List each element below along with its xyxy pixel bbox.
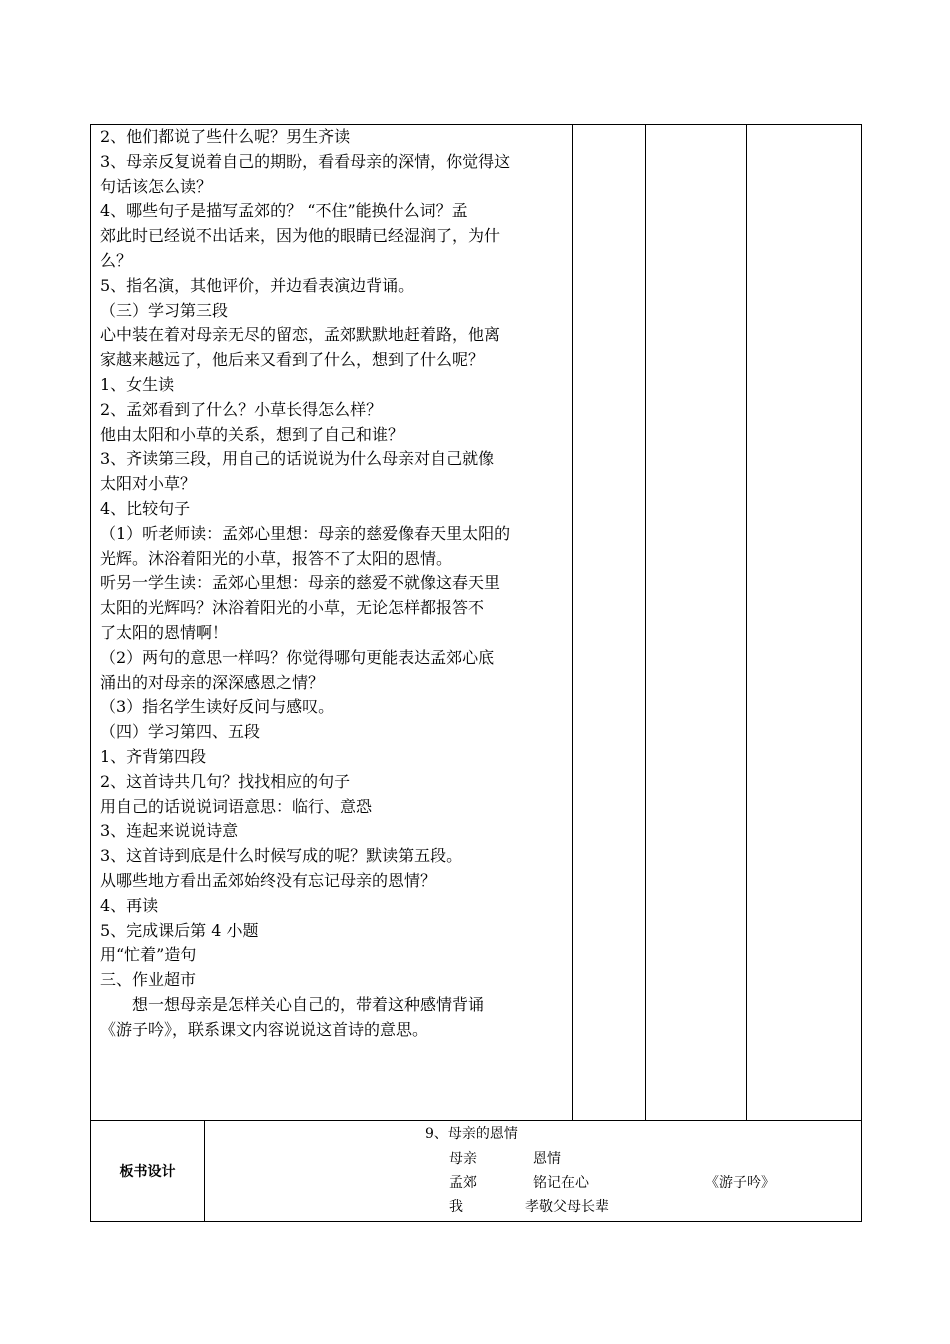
lesson-line: 3、连起来说说诗意 bbox=[100, 821, 239, 841]
board-row3-right: 孝敬父母长辈 bbox=[525, 1199, 609, 1215]
lesson-line: 用“忙着”造句 bbox=[100, 945, 197, 965]
board-design-content bbox=[205, 1121, 862, 1222]
lesson-line: 光辉。沐浴着阳光的小草，报答不了太阳的恩情。 bbox=[100, 548, 453, 568]
empty-column-cell bbox=[747, 125, 862, 1121]
lesson-line: 三、作业超市 bbox=[100, 970, 197, 990]
lesson-line: 了太阳的恩情啊！ bbox=[100, 622, 229, 642]
lesson-line: 涌出的对母亲的深深感恩之情？ bbox=[100, 672, 325, 692]
board-design-label: 板书设计 bbox=[91, 1121, 205, 1222]
board-row2-far: 《游子吟》 bbox=[705, 1175, 775, 1191]
board-title: 9、母亲的恩情 bbox=[425, 1126, 518, 1142]
lesson-line: （四）学习第四、五段 bbox=[100, 722, 261, 742]
lesson-line: 2、孟郊看到了什么？小草长得怎么样？ bbox=[100, 399, 383, 419]
lesson-line: 从哪些地方看出孟郊始终没有忘记母亲的恩情？ bbox=[100, 870, 437, 890]
board-row2-left: 孟郊 bbox=[449, 1175, 477, 1191]
lesson-line: 心中装在着对母亲无尽的留恋，孟郊默默地赶着路，他离 bbox=[100, 325, 501, 345]
lesson-line: 3、齐读第三段，用自己的话说说为什么母亲对自己就像 bbox=[100, 449, 495, 469]
board-row1-left: 母亲 bbox=[449, 1151, 477, 1167]
lesson-line: 3、这首诗到底是什么时候写成的呢？默读第五段。 bbox=[100, 846, 463, 866]
empty-column-cell bbox=[573, 125, 646, 1121]
board-design-row bbox=[91, 1121, 862, 1222]
board-row2-right: 铭记在心 bbox=[533, 1175, 589, 1191]
lesson-line: （2）两句的意思一样吗？你觉得哪句更能表达孟郊心底 bbox=[100, 647, 495, 667]
lesson-line: 5、完成课后第 4 小题 bbox=[100, 920, 259, 940]
board-row1-right: 恩情 bbox=[533, 1151, 561, 1167]
lesson-line: 4、比较句子 bbox=[100, 498, 191, 518]
homework-line: 《游子吟》，联系课文内容说说这首诗的意思。 bbox=[100, 1019, 429, 1039]
lesson-line: 家越来越远了，他后来又看到了什么，想到了什么呢？ bbox=[100, 350, 485, 370]
lesson-line: 5、指名演，其他评价，并边看表演边背诵。 bbox=[100, 275, 415, 295]
lesson-line: 3、母亲反复说着自己的期盼，看看母亲的深情，你觉得这 bbox=[100, 151, 511, 171]
lesson-line: 他由太阳和小草的关系，想到了自己和谁？ bbox=[100, 424, 405, 444]
homework-line: 想一想母亲是怎样关心自己的，带着这种感情背诵 bbox=[132, 994, 485, 1014]
lesson-line: 么？ bbox=[100, 250, 133, 270]
lesson-line: 4、哪些句子是描写孟郊的？ “不住”能换什么词？孟 bbox=[100, 201, 468, 221]
lesson-line: 1、女生读 bbox=[100, 374, 175, 394]
lesson-line: 太阳对小草？ bbox=[100, 474, 197, 494]
lesson-line: 听另一学生读：孟郊心里想：母亲的慈爱不就像这春天里 bbox=[100, 573, 501, 593]
lesson-plan-table bbox=[90, 124, 862, 1222]
teaching-process-row bbox=[91, 125, 862, 1121]
lesson-line: 2、这首诗共几句？找找相应的句子 bbox=[100, 771, 351, 791]
lesson-line: 郊此时已经说不出话来，因为他的眼睛已经湿润了，为什 bbox=[100, 226, 501, 246]
lesson-line: 2、他们都说了些什么呢？男生齐读 bbox=[100, 127, 351, 146]
lesson-line: 用自己的话说说词语意思：临行、意恐 bbox=[100, 796, 373, 816]
empty-column-cell bbox=[646, 125, 747, 1121]
lesson-line: 1、齐背第四段 bbox=[100, 746, 207, 766]
lesson-line: （1）听老师读：孟郊心里想：母亲的慈爱像春天里太阳的 bbox=[100, 523, 511, 543]
lesson-line: 句话该怎么读？ bbox=[100, 176, 213, 196]
teaching-process-text bbox=[91, 125, 572, 1042]
lesson-line: 太阳的光辉吗？沐浴着阳光的小草，无论怎样都报答不 bbox=[100, 598, 485, 618]
lesson-line: （三）学习第三段 bbox=[100, 300, 229, 320]
teaching-process-cell bbox=[91, 125, 573, 1121]
lesson-line: 4、再读 bbox=[100, 895, 159, 915]
board-row3-left: 我 bbox=[449, 1199, 463, 1215]
lesson-line: （3）指名学生读好反问与感叹。 bbox=[100, 697, 335, 717]
